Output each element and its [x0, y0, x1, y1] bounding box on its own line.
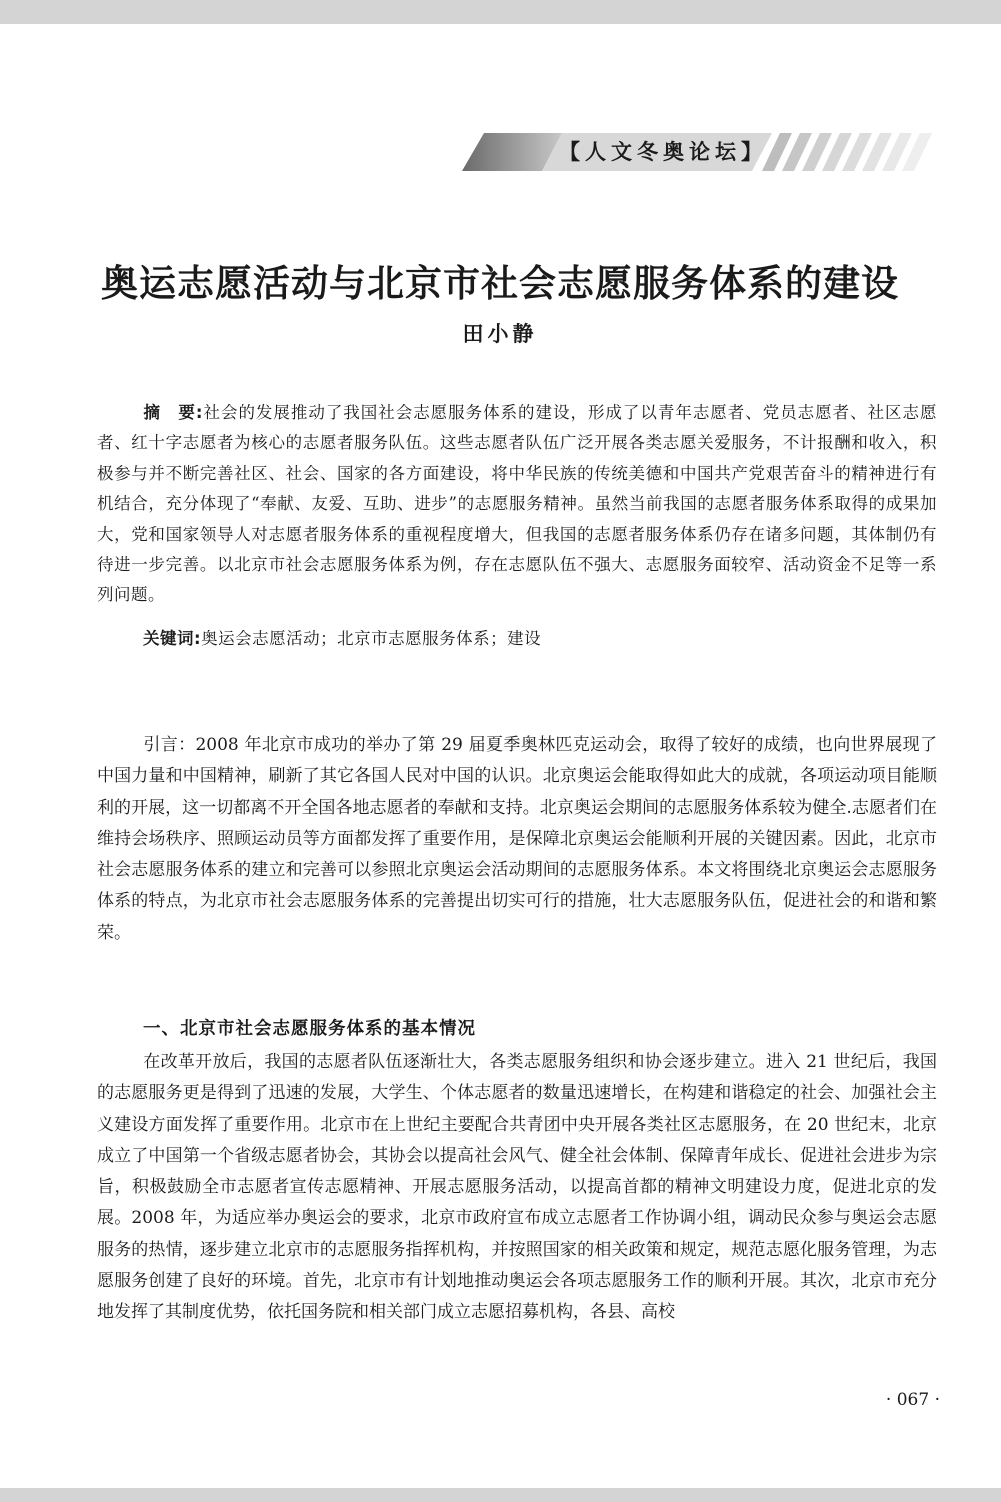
intro-paragraph	[97, 730, 937, 949]
article-author: 田小静	[462, 321, 538, 346]
section-heading: 一、北京市社会志愿服务体系的基本情况	[143, 1019, 476, 1039]
top-border	[0, 0, 1001, 24]
keywords	[143, 624, 933, 654]
keywords-label: 关键词:	[143, 629, 202, 648]
article-title: 奥运志愿活动与北京市社会志愿服务体系的建设	[101, 262, 899, 305]
page-number: · 067 ·	[885, 1390, 940, 1410]
abstract-label: 摘 要:	[143, 403, 204, 422]
bottom-border	[0, 1488, 1001, 1502]
section-banner	[462, 133, 932, 171]
banner-label: 【人文冬奥论坛】	[559, 139, 767, 164]
intro-text: 引言：2008 年北京市成功的举办了第 29 届夏季奥林匹克运动会，取得了较好的成绩，也向世界展现了中国力量和中国精神，刷新了其它各国人民对中国的认识。北京奥运会能取得如此大的成就，各项运动项目能顺利的开展，这一切都离不开全国各地志愿者的奉献和支持。北京奥运会期间的志愿服务体系较为健全.志愿者们在维持会场秩序、照顾运动员等方面都发挥了重要作用，是保障北京奥运会能顺利开展的关键因素。因此，北京市社会志愿服务体系的建立和完善可以参照北京奥运会活动期间的志愿服务体系。本文将围绕北京奥运会志愿服务体系的特点，为北京市社会志愿服务体系的完善提出切实可行的措施，壮大志愿服务队伍，促进社会的和谐和繁荣。	[97, 735, 937, 943]
section-text: 在改革开放后，我国的志愿者队伍逐渐壮大，各类志愿服务组织和协会逐步建立。进入 21 世纪后，我国的志愿服务更是得到了迅速的发展，大学生、个体志愿者的数量迅速增长，在构建和谐稳定的社会、加强社会主义建设方面发挥了重要作用。北京市在上世纪主要配合共青团中央开展各类社区志愿服务，在 20 世纪末，北京成立了中国第一个省级志愿者协会，其协会以提高社会风气、健全社会体制、保障青年成长、促进社会进步为宗旨，积极鼓励全市志愿者宣传志愿精神、开展志愿服务活动，以提高首都的精神文明建设力度，促进北京的发展。2008 年，为适应举办奥运会的要求，北京市政府宣布成立志愿者工作协调小组，调动民众参与奥运会志愿服务的热情，逐步建立北京市的志愿服务指挥机构，并按照国家的相关政策和规定，规范志愿化服务管理，为志愿服务创建了良好的环境。首先，北京市有计划地推动奥运会各项志愿服务工作的顺利开展。其次，北京市充分地发挥了其制度优势，依托国务院和相关部门成立志愿招募机构，各县、高校	[97, 1052, 937, 1323]
abstract	[97, 398, 937, 611]
keywords-text: 奥运会志愿活动；北京市志愿服务体系；建设	[201, 629, 542, 648]
section-paragraph	[97, 1047, 937, 1329]
abstract-text: 社会的发展推动了我国社会志愿服务体系的建设，形成了以青年志愿者、党员志愿者、社区志愿者、红十字志愿者为核心的志愿者服务队伍。这些志愿者队伍广泛开展各类志愿关爱服务，不计报酬和收入，积极参与并不断完善社区、社会、国家的各方面建设，将中华民族的传统美德和中国共产党艰苦奋斗的精神进行有机结合，充分体现了“奉献、友爱、互助、进步”的志愿服务精神。虽然当前我国的志愿者服务体系取得的成果加大，党和国家领导人对志愿者服务体系的重视程度增大，但我国的志愿者服务体系仍存在诸多问题，其体制仍有待进一步完善。以北京市社会志愿服务体系为例，存在志愿队伍不强大、志愿服务面较窄、活动资金不足等一系列问题。	[97, 403, 938, 605]
